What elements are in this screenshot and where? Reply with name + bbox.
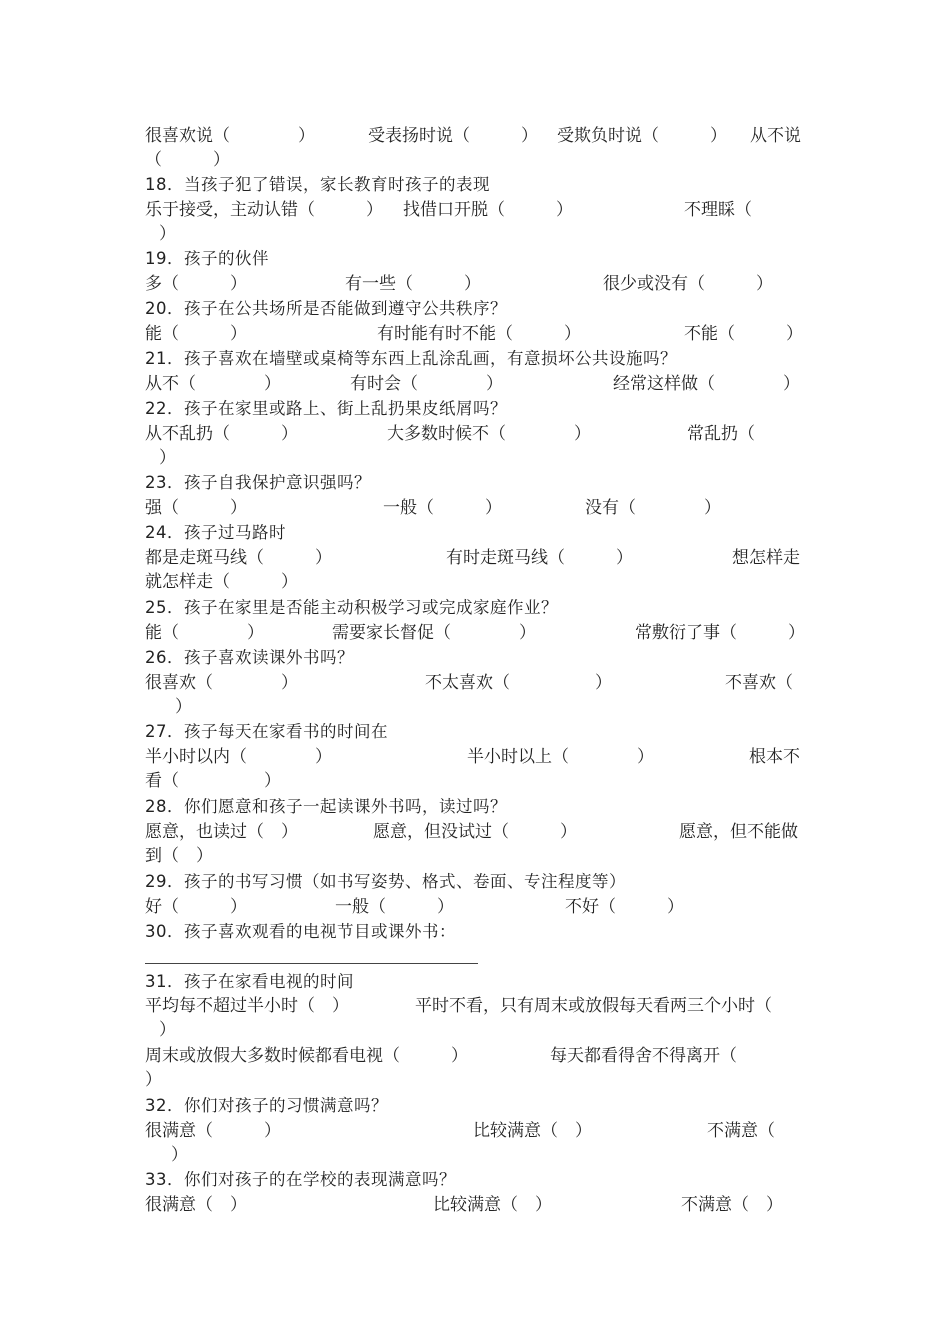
q32-options-row xyxy=(145,1119,810,1143)
q31-option-2-close: ） xyxy=(159,1020,176,1040)
q17-options-wrap xyxy=(145,148,810,172)
q27-options-row xyxy=(145,745,810,769)
q29-option-2: 一般（ ） xyxy=(335,897,454,917)
q24-option-3-cont: 就怎样走（ ） xyxy=(145,572,298,592)
q31-options-row-2 xyxy=(145,1044,810,1068)
q21-option-3: 经常这样做（ ） xyxy=(613,374,800,394)
q17-option-1: 很喜欢说（ ） xyxy=(145,126,315,146)
q31-question: 31．孩子在家看电视的时间 xyxy=(145,972,354,991)
q22-option-3-close: ） xyxy=(159,448,176,468)
q20-option-1: 能（ ） xyxy=(145,324,247,344)
q26-options-wrap xyxy=(145,695,810,719)
q18-option-2: 找借口开脱（ ） xyxy=(403,200,573,220)
q22-option-1: 从不乱扔（ ） xyxy=(145,424,298,444)
q17-options-row xyxy=(145,124,810,148)
q33-option-3: 不满意（ ） xyxy=(681,1195,783,1215)
q29-options-row xyxy=(145,895,810,919)
q26-option-1: 很喜欢（ ） xyxy=(145,673,298,693)
q31-option-4-close: ） xyxy=(145,1070,162,1090)
q20-options-row xyxy=(145,322,810,346)
q28-option-3: 愿意，但不能做 xyxy=(679,822,798,842)
q22-option-2: 大多数时候不（ ） xyxy=(387,424,591,444)
q18-options-wrap xyxy=(145,222,810,246)
q27-option-3: 根本不 xyxy=(749,747,800,767)
q24-options-row xyxy=(145,546,810,570)
q26-option-3-close: ） xyxy=(175,697,192,717)
q17-option-4-blank: （ ） xyxy=(145,150,230,170)
q19-options-row xyxy=(145,272,810,296)
q30-answer-line xyxy=(145,963,478,964)
q28-question: 28．你们愿意和孩子一起读课外书吗，读过吗？ xyxy=(145,797,507,816)
q26-options-row xyxy=(145,671,810,695)
q27-option-1: 半小时以内（ ） xyxy=(145,747,332,767)
q19-question: 19．孩子的伙伴 xyxy=(145,249,269,268)
q25-option-1: 能（ ） xyxy=(145,623,264,643)
q21-option-1: 从不（ ） xyxy=(145,374,281,394)
q22-option-3: 常乱扔（ xyxy=(687,424,755,444)
q20-option-3: 不能（ ） xyxy=(684,324,803,344)
q28-option-3-cont: 到（ ） xyxy=(145,846,213,866)
q32-option-2: 比较满意（ ） xyxy=(473,1121,592,1141)
q32-option-1: 很满意（ ） xyxy=(145,1121,281,1141)
q31-option-2: 平时不看，只有周末或放假每天看两三个小时（ xyxy=(415,996,772,1016)
q27-options-wrap xyxy=(145,769,810,793)
q25-option-3: 常敷衍了事（ ） xyxy=(635,623,805,643)
q27-question: 27．孩子每天在家看书的时间在 xyxy=(145,722,388,741)
q23-option-1: 强（ ） xyxy=(145,498,247,518)
q29-question: 29．孩子的书写习惯（如书写姿势、格式、卷面、专注程度等） xyxy=(145,872,626,891)
q26-option-3: 不喜欢（ xyxy=(725,673,793,693)
q31-option-4: 每天都看得舍不得离开（ xyxy=(550,1046,737,1066)
q17-option-4: 从不说 xyxy=(750,126,801,146)
q31-options-wrap-2 xyxy=(145,1068,810,1092)
q24-option-2: 有时走斑马线（ ） xyxy=(446,548,633,568)
q31-options-row-1 xyxy=(145,994,810,1018)
q18-question: 18．当孩子犯了错误，家长教育时孩子的表现 xyxy=(145,175,490,194)
q19-option-2: 有一些（ ） xyxy=(345,274,481,294)
q19-option-1: 多（ ） xyxy=(145,274,247,294)
q25-question: 25．孩子在家里是否能主动积极学习或完成家庭作业？ xyxy=(145,598,558,617)
q25-option-2: 需要家长督促（ ） xyxy=(332,623,536,643)
q25-options-row xyxy=(145,621,810,645)
q28-options-wrap xyxy=(145,844,810,868)
q20-option-2: 有时能有时不能（ ） xyxy=(377,324,581,344)
q18-options-row xyxy=(145,198,810,222)
q28-option-2: 愿意，但没试过（ ） xyxy=(373,822,577,842)
q26-question: 26．孩子喜欢读课外书吗？ xyxy=(145,648,354,667)
q22-options-wrap xyxy=(145,446,810,470)
q32-question: 32．你们对孩子的习惯满意吗？ xyxy=(145,1096,388,1115)
q18-option-3: 不理睬（ xyxy=(684,200,752,220)
q27-option-3-cont: 看（ ） xyxy=(145,771,281,791)
q31-option-3: 周末或放假大多数时候都看电视（ ） xyxy=(145,1046,468,1066)
q27-option-2: 半小时以上（ ） xyxy=(467,747,654,767)
q32-options-wrap xyxy=(145,1143,810,1167)
q28-option-1: 愿意，也读过（ ） xyxy=(145,822,298,842)
q24-options-wrap xyxy=(145,570,810,594)
q32-option-3-close: ） xyxy=(171,1145,188,1165)
q30-question: 30．孩子喜欢观看的电视节目或课外书： xyxy=(145,922,456,941)
q33-option-2: 比较满意（ ） xyxy=(433,1195,552,1215)
q17-option-2: 受表扬时说（ ） xyxy=(368,126,538,146)
q32-option-3: 不满意（ xyxy=(707,1121,775,1141)
q31-options-wrap-1 xyxy=(145,1018,810,1042)
q26-option-2: 不太喜欢（ ） xyxy=(425,673,612,693)
q22-options-row xyxy=(145,422,810,446)
q28-options-row xyxy=(145,820,810,844)
q23-option-2: 一般（ ） xyxy=(383,498,502,518)
q23-option-3: 没有（ ） xyxy=(585,498,721,518)
q29-option-1: 好（ ） xyxy=(145,897,247,917)
q23-question: 23．孩子自我保护意识强吗？ xyxy=(145,473,371,492)
q21-options-row xyxy=(145,372,810,396)
q31-option-1: 平均每不超过半小时（ ） xyxy=(145,996,349,1016)
q24-option-1: 都是走斑马线（ ） xyxy=(145,548,332,568)
q33-option-1: 很满意（ ） xyxy=(145,1195,247,1215)
q17-option-3: 受欺负时说（ ） xyxy=(557,126,727,146)
q33-options-row xyxy=(145,1193,810,1217)
q18-option-3-close: ） xyxy=(159,224,176,244)
q21-question: 21．孩子喜欢在墙壁或桌椅等东西上乱涂乱画，有意损坏公共设施吗？ xyxy=(145,349,677,368)
q24-question: 24．孩子过马路时 xyxy=(145,523,286,542)
q22-question: 22．孩子在家里或路上、街上乱扔果皮纸屑吗？ xyxy=(145,399,507,418)
q18-option-1: 乐于接受，主动认错（ ） xyxy=(145,200,383,220)
q19-option-3: 很少或没有（ ） xyxy=(603,274,773,294)
q33-question: 33．你们对孩子的在学校的表现满意吗？ xyxy=(145,1170,456,1189)
q24-option-3: 想怎样走 xyxy=(732,548,800,568)
q20-question: 20．孩子在公共场所是否能做到遵守公共秩序？ xyxy=(145,299,507,318)
q29-option-3: 不好（ ） xyxy=(565,897,684,917)
q23-options-row xyxy=(145,496,810,520)
q21-option-2: 有时会（ ） xyxy=(350,374,503,394)
